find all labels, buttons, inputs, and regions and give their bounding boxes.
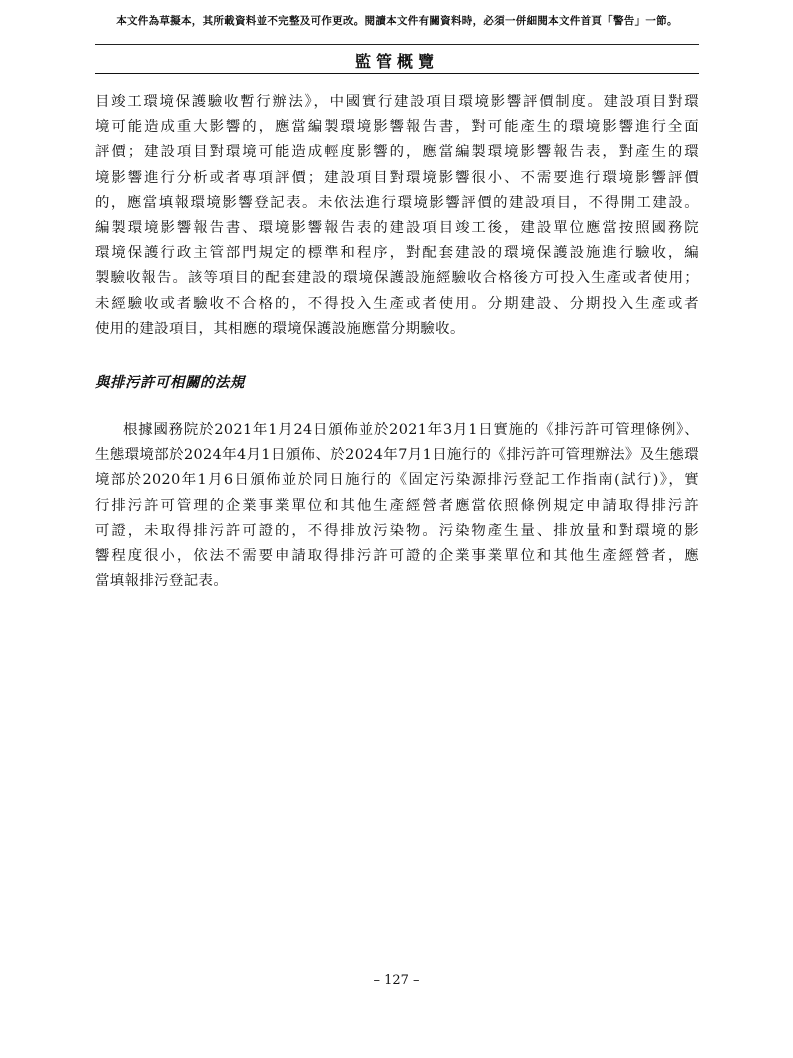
paragraph-line: 目竣工環境保護驗收暫行辦法》，中國實行建設項目環境影響評價制度。建設項目對環 — [95, 94, 699, 110]
paragraph-line: 行排污許可管理的企業事業單位和其他生產經營者應當依照條例規定申請取得排污許 — [95, 497, 699, 514]
paragraph-line: 境可能造成重大影響的，應當編製環境影響報告書，對可能產生的環境影響進行全面 — [95, 119, 699, 136]
page-number: – 127 – — [373, 973, 420, 988]
paragraph-line: 評價；建設項目對環境可能造成輕度影響的，應當編製環境影響報告表，對產生的環 — [95, 144, 699, 161]
paragraph-line: 未經驗收或者驗收不合格的，不得投入生產或者使用。分期建設、分期投入生產或者 — [95, 295, 699, 312]
paragraph-line: 使用的建設項目，其相應的環境保護設施應當分期驗收。 — [95, 320, 465, 337]
paragraph-line: 製驗收報告。該等項目的配套建設的環境保護設施經驗收合格後方可投入生產或者使用； — [95, 270, 699, 287]
draft-notice: 本文件為草擬本，其所載資料並不完整及可作更改。閱讀本文件有關資料時，必須一併細閱本文件首頁「警告」一節。 — [116, 15, 678, 27]
paragraph-line: 根據國務院於2021年1月24日頒佈並於2021年3月1日實施的《排污許可管理條例》、 — [123, 422, 699, 438]
paragraph-line: 環境保護行政主管部門規定的標準和程序，對配套建設的環境保護設施進行驗收，編 — [95, 245, 699, 262]
paragraph-pollutant-permit — [95, 418, 699, 594]
paragraph-environmental-impact — [95, 90, 699, 342]
paragraph-line: 的，應當填報環境影響登記表。未依法進行環境影響評價的建設項目，不得開工建設。 — [95, 194, 699, 211]
paragraph-line: 編製環境影響報告書、環境影響報告表的建設項目竣工後，建設單位應當按照國務院 — [95, 220, 699, 237]
section-title: 監管概覽 — [354, 52, 439, 71]
paragraph-line: 可證，未取得排污許可證的，不得排放污染物。污染物產生量、排放量和對環境的影 — [95, 522, 699, 539]
paragraph-line: 響程度很小，依法不需要申請取得排污許可證的企業事業單位和其他生產經營者，應 — [95, 548, 699, 565]
subsection-heading: 與排污許可相關的法規 — [95, 374, 245, 391]
header-rule-top — [95, 44, 699, 45]
paragraph-line: 生態環境部於2024年4月1日頒佈、於2024年7月1日施行的《排污許可管理辦法》及生態環 — [95, 447, 699, 464]
paragraph-line: 境部於2020年1月6日頒佈並於同日施行的《固定污染源排污登記工作指南(試行)》，實 — [95, 472, 699, 489]
paragraph-line: 境影響進行分析或者專項評價；建設項目對環境影響很小、不需要進行環境影響評價 — [95, 169, 699, 186]
header-rule-bottom — [95, 73, 699, 74]
paragraph-line: 當填報排污登記表。 — [95, 573, 229, 590]
